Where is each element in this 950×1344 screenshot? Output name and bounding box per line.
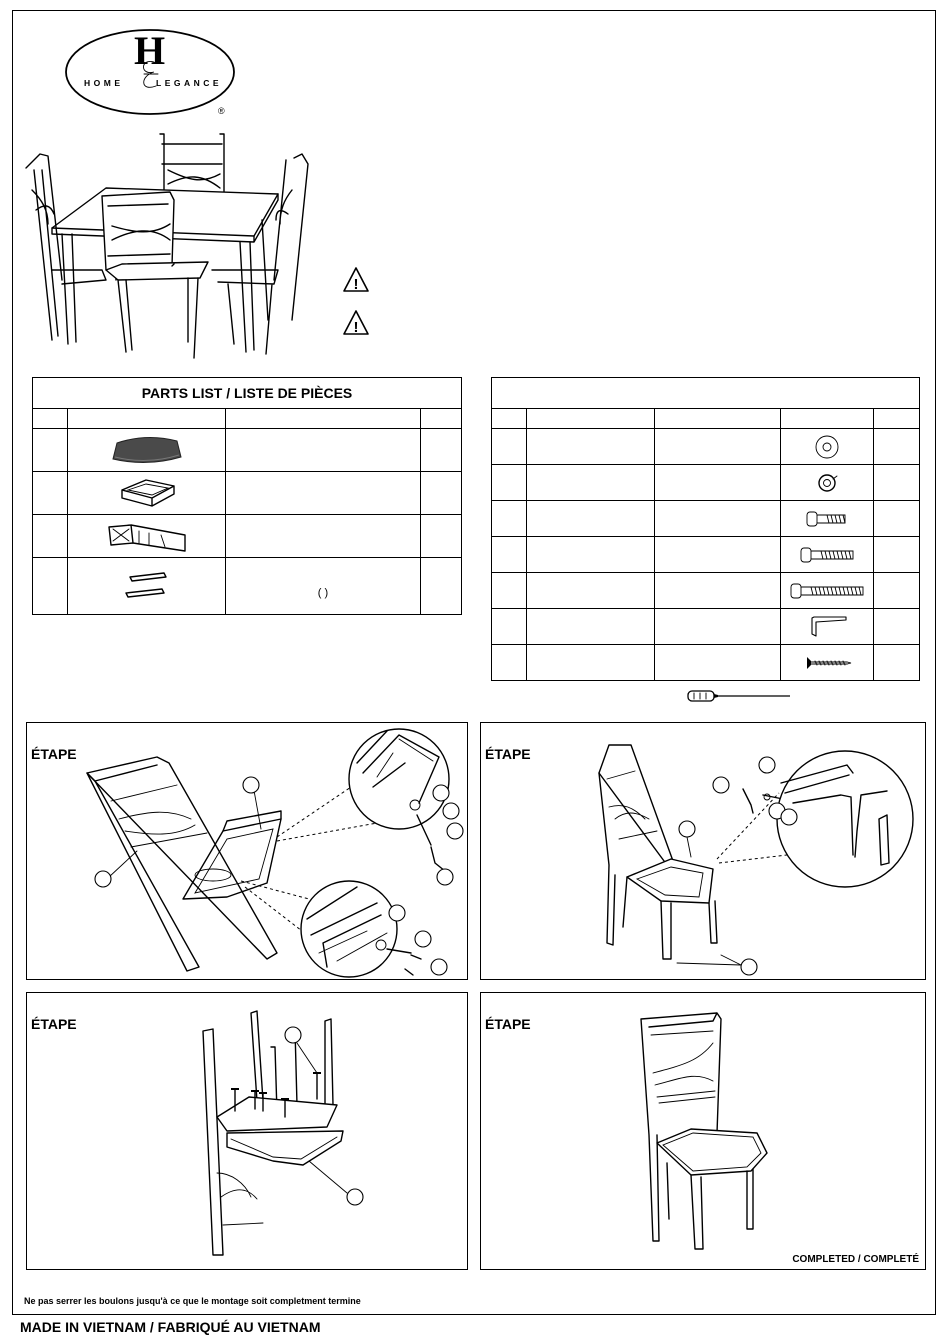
registered-mark: ®	[218, 106, 225, 116]
warning-glyph: !	[353, 319, 359, 336]
hardware-row	[492, 465, 920, 501]
step-3-label: ÉTAPE	[31, 1016, 77, 1032]
parts-row	[33, 558, 462, 615]
step-3-panel	[26, 992, 468, 1270]
step-3-illustration	[27, 993, 467, 1269]
parts-row	[33, 472, 462, 515]
screwdriver-icon	[686, 688, 796, 704]
logo-h-letter: H	[134, 28, 166, 73]
made-in-label: MADE IN VIETNAM / FABRIQUÉ AU VIETNAM	[20, 1319, 321, 1335]
brand-logo	[64, 22, 240, 122]
parts-list-title: PARTS LIST / LISTE DE PIÈCES	[33, 378, 462, 409]
parts-list-table	[32, 377, 462, 615]
allen-key-icon	[802, 614, 852, 640]
chair-back-icon	[105, 519, 189, 553]
long-bolt-icon	[787, 578, 867, 604]
hardware-table	[491, 377, 920, 681]
brand-name-left: HOME	[84, 78, 124, 88]
tool-screwdriver	[686, 688, 796, 704]
step-2-label: ÉTAPE	[485, 746, 531, 762]
hardware-row	[492, 645, 920, 681]
hardware-row	[492, 501, 920, 537]
dining-set-illustration	[22, 130, 312, 362]
assembly-note: Ne pas serrer les boulons jusqu'à ce que le montage soit completment termine	[24, 1296, 361, 1306]
warning-2	[342, 309, 370, 337]
parts-description	[226, 472, 421, 515]
flat-washer-icon	[812, 434, 842, 460]
warning-glyph: !	[353, 276, 359, 293]
completed-label: COMPLETED / COMPLETÉ	[792, 1254, 919, 1265]
step-2-illustration	[481, 723, 925, 979]
hardware-row	[492, 537, 920, 573]
logo-oval	[64, 22, 240, 122]
hardware-title	[492, 378, 920, 409]
parts-row	[33, 429, 462, 472]
short-bolt-icon	[797, 506, 857, 532]
parts-description: ( )	[226, 558, 421, 615]
step-4-panel	[480, 992, 926, 1270]
step-1-label: ÉTAPE	[31, 746, 77, 762]
parts-description	[226, 515, 421, 558]
warning-1	[342, 266, 370, 294]
wood-screw-icon	[799, 650, 855, 676]
medium-bolt-icon	[795, 542, 859, 568]
warning-triangle-icon	[342, 309, 370, 337]
hardware-header-row	[492, 409, 920, 429]
step-1-panel	[26, 722, 468, 980]
lock-washer-icon	[812, 470, 842, 496]
leg-rails-icon	[112, 569, 182, 603]
seat-frame-icon	[112, 476, 182, 510]
seat-cushion-icon	[107, 433, 187, 467]
step-2-panel	[480, 722, 926, 980]
step-4-label: ÉTAPE	[485, 1016, 531, 1032]
warning-triangle-icon	[342, 266, 370, 294]
hardware-row	[492, 609, 920, 645]
step-1-illustration	[27, 723, 467, 979]
step-4-completed-chair	[481, 993, 925, 1269]
hardware-row	[492, 573, 920, 609]
parts-row	[33, 515, 462, 558]
parts-header-row	[33, 409, 462, 429]
brand-name-right: LEGANCE	[156, 78, 223, 88]
hardware-row	[492, 429, 920, 465]
parts-description	[226, 429, 421, 472]
